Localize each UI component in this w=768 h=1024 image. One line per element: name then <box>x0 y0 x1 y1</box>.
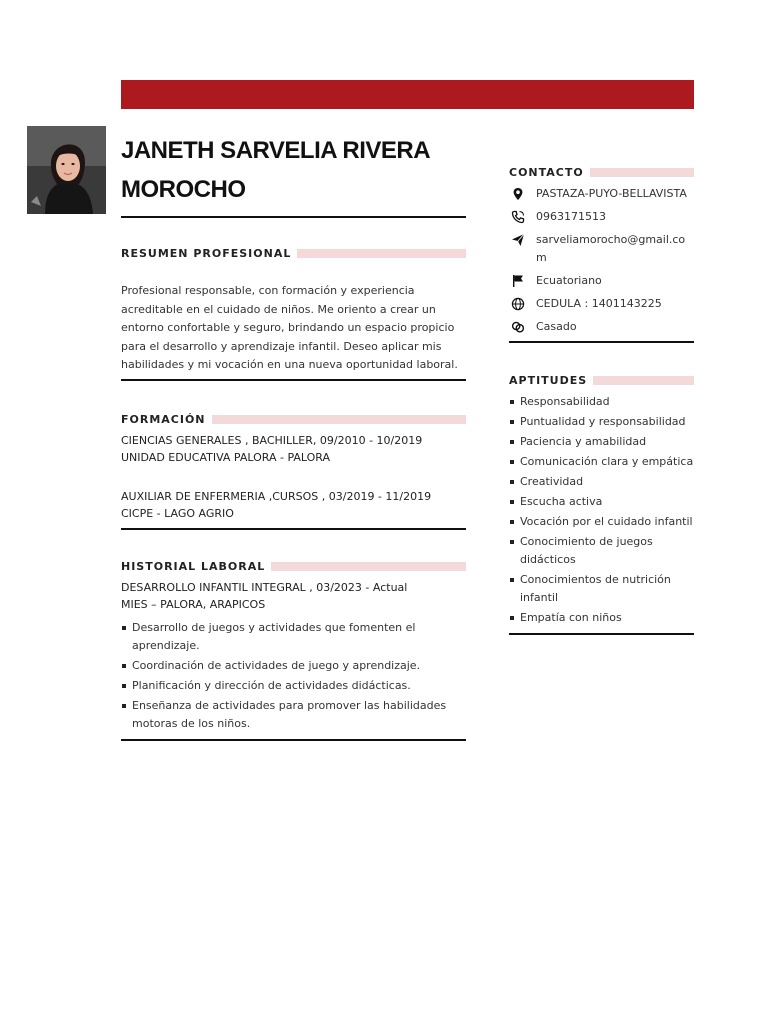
contact-header <box>509 165 694 179</box>
side-column <box>509 165 694 635</box>
education-place: UNIDAD EDUCATIVA PALORA - PALORA <box>121 450 331 464</box>
work-task: Desarrollo de juegos y actividades que fomenten el aprendizaje. <box>121 619 466 655</box>
contact-nationality: Ecuatoriano <box>536 274 602 287</box>
education-divider <box>121 528 466 530</box>
name-line-2: MOROCHO <box>121 176 246 203</box>
education-title: AUXILIAR DE ENFERMERIA ,CURSOS , 03/2019 - 11/2019 <box>121 489 432 503</box>
name-divider <box>121 216 466 218</box>
summary-text: Profesional responsable, con formación y experiencia acreditable en el cuidado de niños. Me oriento a crear un entorno confortable y seguro, brindando un espacio propicio para el desarrollo y aprendizaje infantil. Deseo aplicar mis habilidades y mi vocación en una nueva oportunidad laboral. <box>121 284 458 371</box>
candidate-name <box>121 130 466 208</box>
send-icon <box>509 231 526 249</box>
header-accent-bar <box>121 80 694 109</box>
work-task: Enseñanza de actividades para promover las habilidades motoras de los niños. <box>121 697 466 733</box>
section-accent-bar <box>590 168 694 177</box>
contact-marital-status: Casado <box>536 320 577 333</box>
work-task-list <box>121 619 466 733</box>
skill-item: Escucha activa <box>509 493 694 511</box>
section-accent-bar <box>212 415 466 424</box>
work-task: Planificación y dirección de actividades didácticas. <box>121 677 466 695</box>
profile-photo <box>27 126 106 214</box>
contact-phone: 0963171513 <box>536 210 606 223</box>
skill-item: Vocación por el cuidado infantil <box>509 513 694 531</box>
work-divider <box>121 739 466 741</box>
work-task: Coordinación de actividades de juego y aprendizaje. <box>121 657 466 675</box>
work-entry <box>121 579 466 733</box>
work-heading: HISTORIAL LABORAL <box>121 560 266 573</box>
section-accent-bar <box>593 376 694 385</box>
phone-icon <box>509 208 526 226</box>
contact-item <box>509 295 694 313</box>
location-pin-icon <box>509 185 526 203</box>
work-title: DESARROLLO INFANTIL INTEGRAL , 03/2023 - Actual <box>121 580 408 594</box>
contact-heading: CONTACTO <box>509 165 584 179</box>
skill-item: Creatividad <box>509 473 694 491</box>
contact-email: sarveliamorocho@gmail.com <box>536 233 686 264</box>
education-header <box>121 413 466 427</box>
skill-item: Conocimiento de juegos didácticos <box>509 533 694 569</box>
summary-header <box>121 246 466 260</box>
education-title: CIENCIAS GENERALES , BACHILLER, 09/2010 - 10/2019 <box>121 433 423 447</box>
education-entry <box>121 432 466 466</box>
skill-item: Comunicación clara y empática <box>509 453 694 471</box>
skills-header <box>509 373 694 387</box>
skills-heading: APTITUDES <box>509 373 588 387</box>
education-entry <box>121 488 466 522</box>
skill-item: Puntualidad y responsabilidad <box>509 413 694 431</box>
flag-icon <box>509 272 526 290</box>
summary-divider <box>121 379 466 381</box>
education-place: CICPE - LAGO AGRIO <box>121 506 234 520</box>
contact-item <box>509 208 694 226</box>
skill-item: Paciencia y amabilidad <box>509 433 694 451</box>
contact-address: PASTAZA-PUYO-BELLAVISTA <box>536 187 687 200</box>
skills-divider <box>509 633 694 635</box>
section-accent-bar <box>271 562 466 571</box>
contact-item <box>509 231 694 267</box>
rings-icon <box>509 318 526 336</box>
globe-icon <box>509 295 526 313</box>
contact-list <box>509 185 694 336</box>
main-column <box>121 130 466 741</box>
contact-item <box>509 318 694 336</box>
work-place: MIES – PALORA, ARAPICOS <box>121 597 266 611</box>
contact-item <box>509 272 694 290</box>
section-accent-bar <box>297 249 466 258</box>
education-heading: FORMACIÓN <box>121 413 206 426</box>
skill-item: Empatía con niños <box>509 609 694 627</box>
contact-divider <box>509 341 694 343</box>
contact-id: CEDULA : 1401143225 <box>536 297 662 310</box>
work-header <box>121 560 466 574</box>
skill-item: Conocimientos de nutrición infantil <box>509 571 694 607</box>
contact-item <box>509 185 694 203</box>
summary-heading: RESUMEN PROFESIONAL <box>121 246 292 260</box>
name-line-1: JANETH SARVELIA RIVERA <box>121 137 431 164</box>
skills-list <box>509 393 694 627</box>
skill-item: Responsabilidad <box>509 393 694 411</box>
